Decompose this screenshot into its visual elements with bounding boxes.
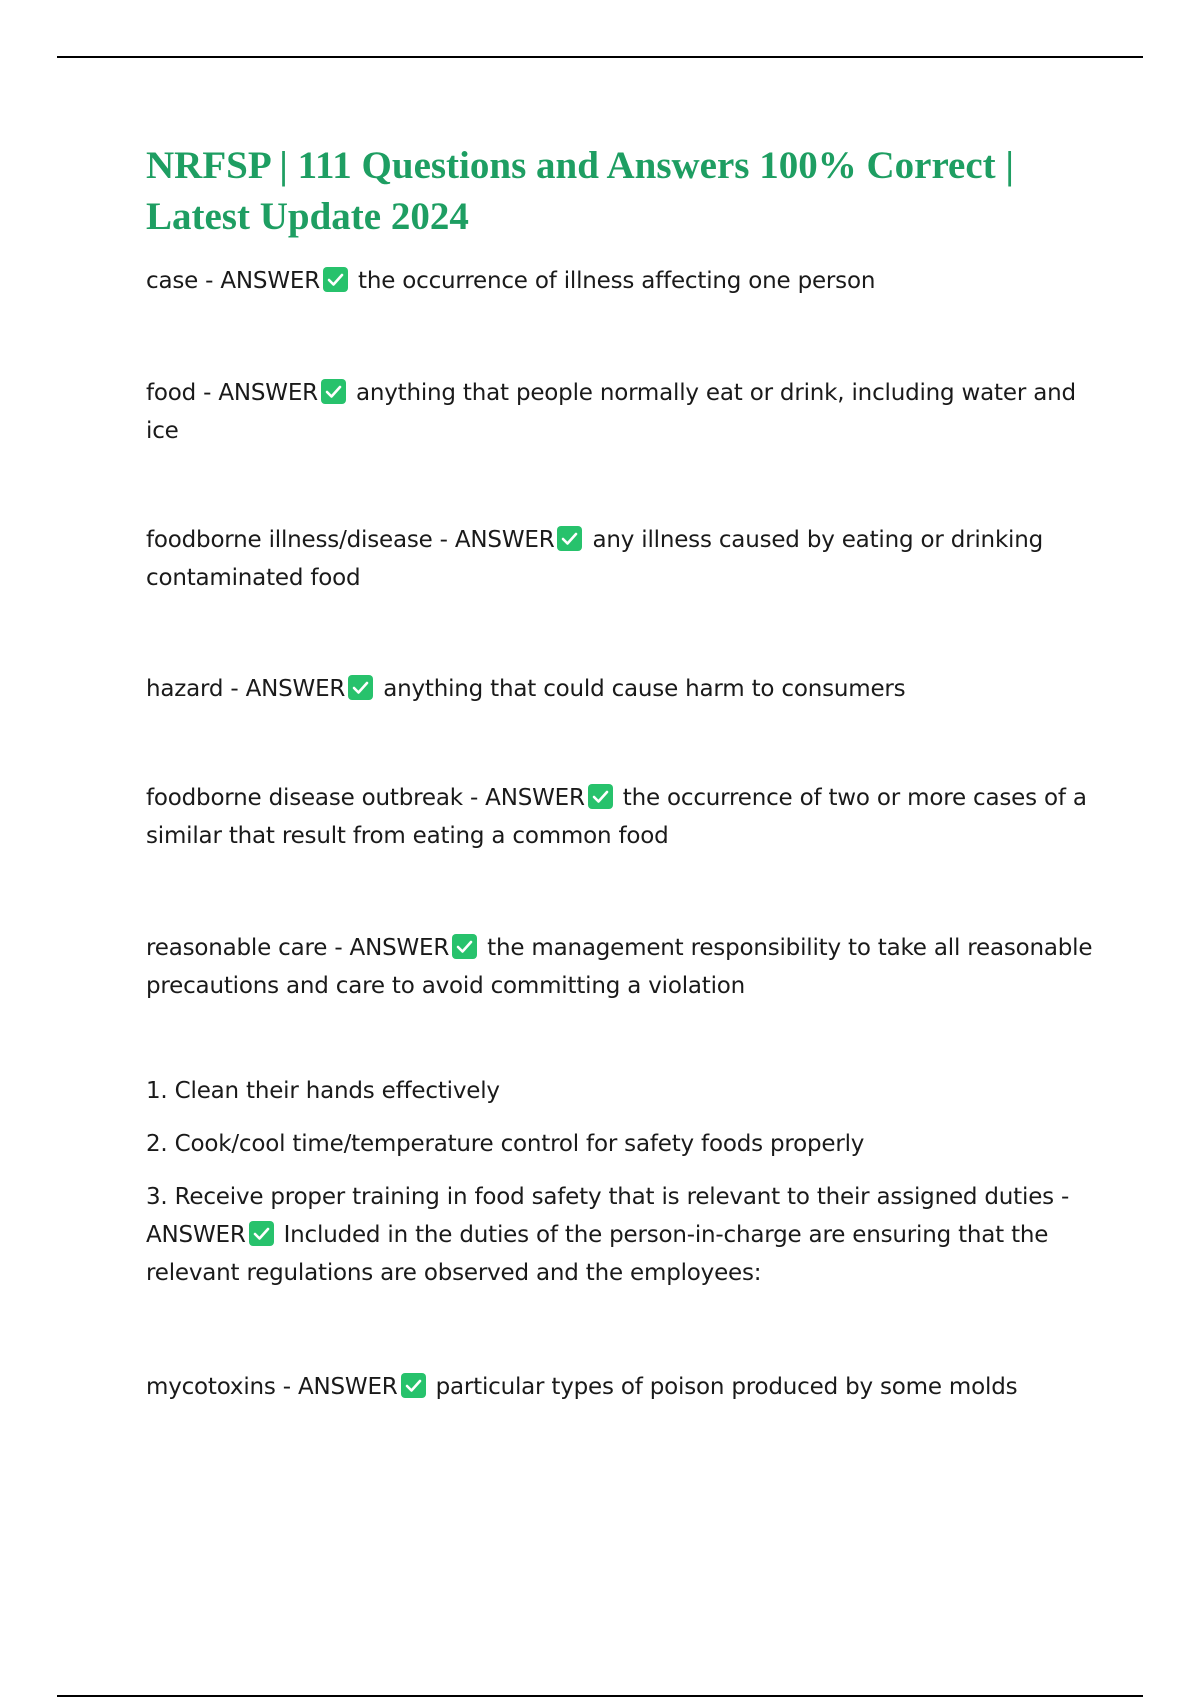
qa-line <box>146 929 1096 1005</box>
qa-line <box>146 670 1096 708</box>
list-item: 1. Clean their hands effectively <box>146 1078 500 1104</box>
qa-entry <box>146 1368 1096 1406</box>
qa-line <box>146 1368 1096 1406</box>
term: reasonable care - ANSWER <box>146 935 450 961</box>
qa-line <box>146 1178 1096 1292</box>
definition: Included in the duties of the person-in-charge are ensuring that the relevant regulations are observed and the employees: <box>146 1222 1049 1286</box>
qa-line <box>146 262 1096 300</box>
qa-line <box>146 521 1096 597</box>
qa-entry <box>146 670 1096 708</box>
green-checkbox-icon <box>557 526 582 551</box>
definition: any illness caused by eating or drinking contaminated food <box>146 527 1044 591</box>
definition: anything that could cause harm to consumers <box>383 676 906 702</box>
green-checkbox-icon <box>588 784 613 809</box>
term: 3. Receive proper training in food safety that is relevant to their assigned duties - ANSWER <box>146 1184 1070 1248</box>
qa-entry <box>146 929 1096 1005</box>
qa-entry <box>146 521 1096 597</box>
qa-line <box>146 374 1096 450</box>
term: case - ANSWER <box>146 268 320 294</box>
green-checkbox-icon <box>323 267 348 292</box>
qa-entry <box>146 262 1096 300</box>
top-rule <box>57 56 1143 58</box>
green-checkbox-icon <box>348 675 373 700</box>
term: foodborne illness/disease - ANSWER <box>146 527 555 553</box>
qa-entry <box>146 1072 1096 1292</box>
term: food - ANSWER <box>146 380 318 406</box>
qa-entry <box>146 374 1096 450</box>
qa-entry <box>146 779 1096 855</box>
definition: anything that people normally eat or drink, including water and ice <box>146 380 1076 444</box>
term: mycotoxins - ANSWER <box>146 1374 398 1400</box>
green-checkbox-icon <box>401 1373 426 1398</box>
green-checkbox-icon <box>321 379 346 404</box>
term: foodborne disease outbreak - ANSWER <box>146 785 585 811</box>
definition: the management responsibility to take all reasonable precautions and care to avoid committing a violation <box>146 935 1093 999</box>
definition: the occurrence of two or more cases of a similar that result from eating a common food <box>146 785 1087 849</box>
definition: particular types of poison produced by some molds <box>435 1374 1018 1400</box>
qa-line <box>146 779 1096 855</box>
list-item: 2. Cook/cool time/temperature control for safety foods properly <box>146 1131 865 1157</box>
term: hazard - ANSWER <box>146 676 346 702</box>
definition: the occurrence of illness affecting one person <box>358 268 876 294</box>
green-checkbox-icon <box>249 1221 274 1246</box>
bottom-rule <box>57 1695 1143 1697</box>
green-checkbox-icon <box>452 934 477 959</box>
document-title: NRFSP | 111 Questions and Answers 100% Correct | Latest Update 2024 <box>146 144 1014 238</box>
